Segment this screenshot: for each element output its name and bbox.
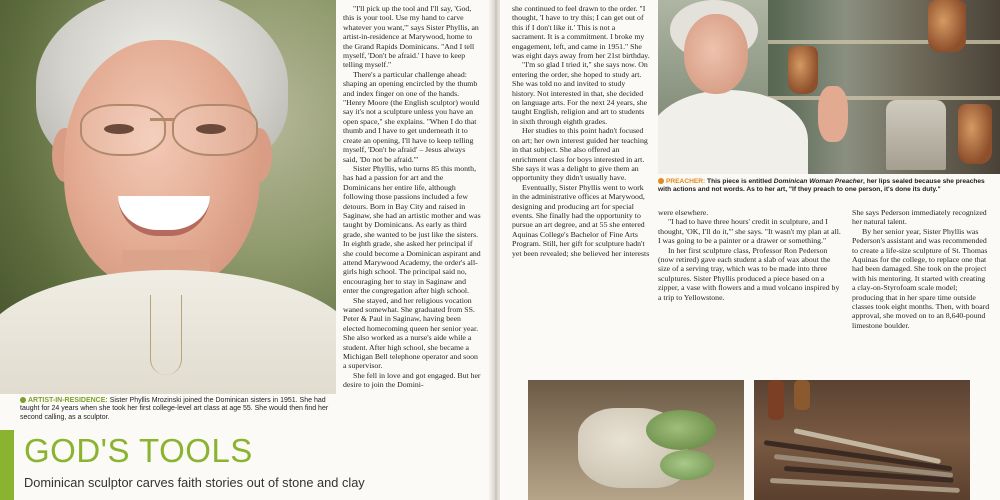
hands-clay-photo bbox=[528, 380, 744, 500]
studio-photo bbox=[658, 0, 1000, 174]
left-text-column bbox=[343, 4, 481, 500]
caption-label: ARTIST-IN-RESIDENCE: bbox=[28, 397, 108, 404]
caption-text: , her lips sealed because she preaches with actions and not words. As to her art, "If they preach to one person, it's done its duty." bbox=[658, 178, 985, 193]
right-text-column-2 bbox=[658, 208, 843, 302]
caption-label: PREACHER: bbox=[666, 178, 706, 185]
paragraph: Eventually, Sister Phyllis went to work in the administrative offices at Marywood, designing and producing art for special events. She finally had the opportunity to pursue an art degree, and at 55 she entered Aquinas College's Bachelor of Fine Arts Program. Still, her gift for sculpture hadn't yet been revealed; she believed her interests bbox=[512, 182, 650, 258]
paragraph: She says Pederson immediately recognized her natural talent. bbox=[852, 208, 987, 227]
paragraph: There's a particular challenge ahead: shaping an opening encircled by the thumb and index finger on one of the hands. "Henry Moore (the English sculptor) would say it's not a sculpture unless you have an open space," she explains. "When I do that thumb and I have to get underneath it to create an opening, I'll have to keep telling myself, 'Don't be afraid' – Jesus always said, 'Do not be afraid.'" bbox=[343, 69, 480, 164]
portrait-photo bbox=[0, 0, 336, 394]
paragraph: Her studies to this point hadn't focused on art; her own interest guided her teaching in that subject. She also offered an enrichment class for boys interested in art. She says it was a delight to give them an opportunity they didn't usually have. bbox=[512, 126, 648, 183]
paragraph: "I'm so glad I tried it," she says now. On entering the order, she hoped to study art. She was told no and invited to study history. Not interested in that, she decided on language arts. For the next 24 years, she taught English, religion and art to students in sixth through eighth grades. bbox=[512, 60, 648, 126]
paragraph: were elsewhere. bbox=[658, 208, 709, 217]
paragraph: She fell in love and got engaged. But her desire to join the Domini- bbox=[343, 370, 481, 390]
portrait-caption bbox=[20, 397, 335, 422]
paragraph: "I'll pick up the tool and I'll say, 'God, this is your tool. Use my hand to carve whatever you want,'" says Sister Phyllis, an artist-in-residence at Marywood, home to the Grand Rapids Dominicans. "And I tell myself, 'Don't be afraid.' I have to keep telling myself." bbox=[343, 4, 479, 70]
paragraph: She stayed, and her religious vocation waned somewhat. She graduated from SS. Peter & Paul in Saginaw, having been elected homecoming queen her senior year. She also worked as a nurse's aide while a student. After high school, she became a Michigan Bell telephone operator and soon a supervisor. bbox=[343, 295, 479, 371]
left-page bbox=[0, 0, 492, 500]
studio-caption bbox=[658, 178, 994, 194]
right-page bbox=[500, 0, 1000, 500]
article-subhead: Dominican sculptor carves faith stories out of stone and clay bbox=[24, 475, 365, 490]
right-text-column-3 bbox=[852, 208, 990, 330]
caption-text: Sister Phyllis Mrozinski joined the Dominican sisters in 1951. She had taught for 24 years when she took her first college-level art class at age 55. She would then find her second calling, as a sculptor. bbox=[20, 397, 329, 421]
paragraph: she continued to feel drawn to the order. "I thought, 'I have to try this; I can get out of this if I don't like it.' This is not a sacrament. It is a commitment. I broke my engagement, left, and came in 1951." She was eight days away from her 21st birthday. bbox=[512, 4, 650, 61]
headline-accent-bar bbox=[0, 430, 14, 500]
paragraph: By her senior year, Sister Phyllis was Pederson's assistant and was recommended to create a life-size sculpture of St. Thomas Aquinas for the college, to replace one that had been damaged. She took on the project with his mentoring. It started with creating a clay-on-Styrofoam scale model; producing that in her spare time outside classes took eight months. Then, with board approval, she moved on to an 8,640-pound limestone boulder. bbox=[852, 226, 990, 330]
right-text-column-1 bbox=[512, 4, 650, 258]
caption-bullet-icon bbox=[20, 397, 26, 403]
caption-text: This piece is entitled bbox=[707, 178, 772, 185]
caption-bullet-icon bbox=[658, 178, 664, 184]
carving-tools-photo bbox=[754, 380, 970, 500]
paragraph: Sister Phyllis, who turns 85 this month, has had a passion for art and the Dominicans her entire life, although following those passions included a few detours. Born in Bay City and raised in Saginaw, she had an artistic mother and was taught by Dominicans. As early as third grade, she wanted to be just like the sisters. In eighth grade, she asked her principal if she could become a Dominican aspirant and attend Marywood Academy, the order's all-girls high school. The principal said no, encouraging her to stay in Saginaw and enter the congregation after high school. bbox=[343, 163, 481, 296]
paragraph: In her first sculpture class, Professor Ron Pederson (now retired) gave each student a slab of wax about the size of a serving tray, which was to be made into three sculptures. Sister Phyllis produced a piece based on a zipper, a vase with flowers and a mud volcano inspired by a trip to Yellowstone. bbox=[658, 245, 840, 302]
paragraph: "I had to have three hours' credit in sculpture, and I thought, 'OK, I'll do it,'" she says. "It wasn't my plan at all. I was going to be a painter or a drawer or something." bbox=[658, 217, 841, 246]
caption-artwork-title: Dominican Woman Preacher bbox=[773, 178, 864, 185]
article-headline: GOD'S TOOLS bbox=[24, 432, 253, 469]
